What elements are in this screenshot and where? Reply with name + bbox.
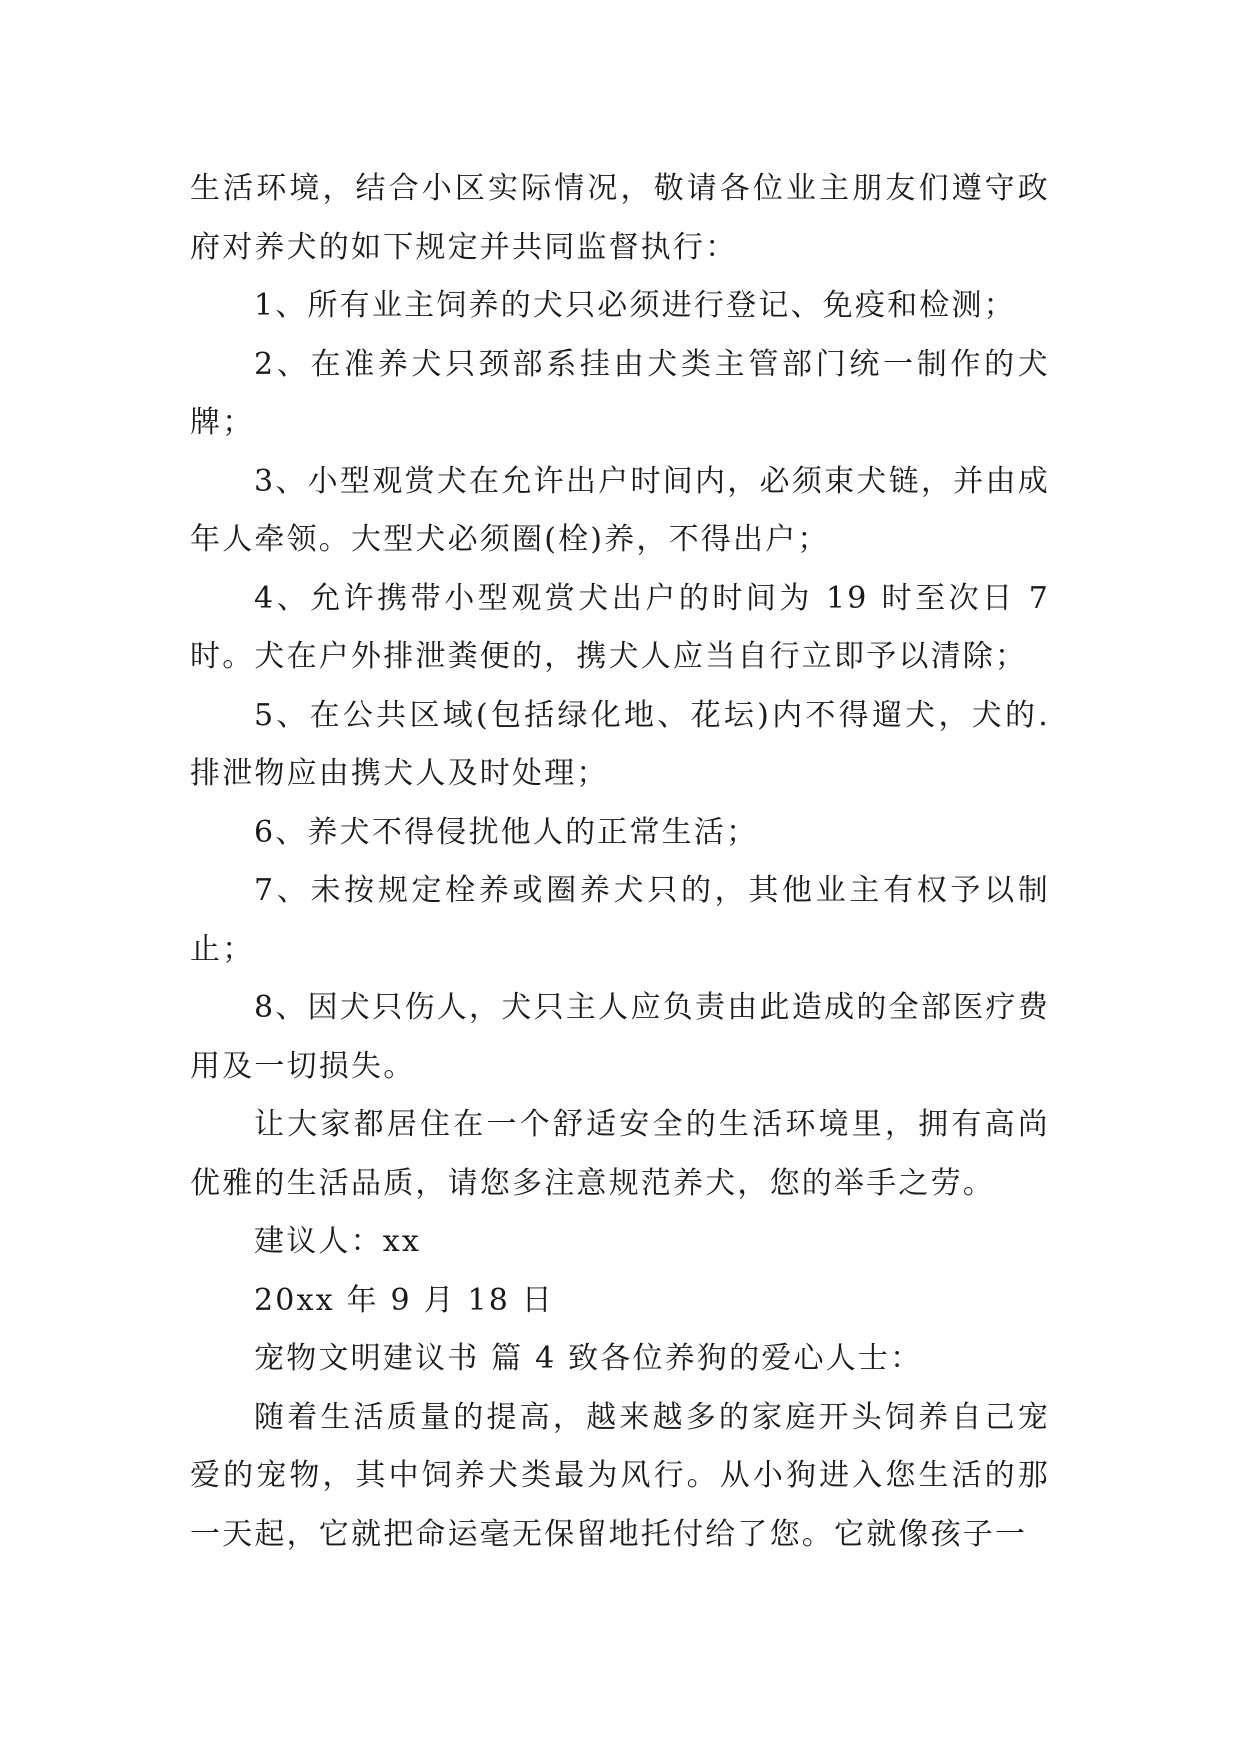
rule-item-2: 2、在准养犬只颈部系挂由犬类主管部门统一制作的犬牌； xyxy=(190,346,1050,440)
paragraph-section-4-intro: 随着生活质量的提高，越来越多的家庭开头饲养自己宠爱的宠物，其中饲养犬类最为风行。从小狗进入您生活的那一天起，它就把命运毫无保留地托付给了您。它就像孩子一 xyxy=(190,1399,1050,1552)
rule-item-3: 3、小型观赏犬在允许出户时间内，必须束犬链，并由成年人牵领。大型犬必须圈(栓)养，不得出户； xyxy=(190,463,1050,557)
rule-item-4: 4、允许携带小型观赏犬出户的时间为 19 时至次日 7 时。犬在户外排泄粪便的，携犬人应当自行立即予以清除； xyxy=(190,580,1050,674)
section-heading: 宠物文明建议书 篇 4 致各位养狗的爱心人士： xyxy=(254,1341,923,1376)
document-body xyxy=(190,160,1050,1564)
rule-item-5: 5、在公共区域(包括绿化地、花坛)内不得遛犬，犬的.排泄物应由携犬人及时处理； xyxy=(190,697,1050,791)
rule-item-8: 8、因犬只伤人，犬只主人应负责由此造成的全部医疗费用及一切损失。 xyxy=(190,990,1050,1084)
rule-item-6: 6、养犬不得侵扰他人的正常生活； xyxy=(254,814,759,850)
proposer-line: 建议人：xx xyxy=(254,1224,422,1259)
paragraph-intro: 生活环境，结合小区实际情况，敬请各位业主朋友们遵守政府对养犬的如下规定并共同监督执行： xyxy=(190,171,1050,265)
rule-item-1: 1、所有业主饲养的犬只必须进行登记、免疫和检测； xyxy=(254,288,1016,323)
date-line: 20xx 年 9 月 18 日 xyxy=(254,1282,554,1318)
closing-paragraph: 让大家都居住在一个舒适安全的生活环境里，拥有高尚优雅的生活品质，请您多注意规范养犬，您的举手之劳。 xyxy=(190,1107,1050,1201)
rule-item-7: 7、未按规定栓养或圈养犬只的，其他业主有权予以制止； xyxy=(190,873,1050,967)
